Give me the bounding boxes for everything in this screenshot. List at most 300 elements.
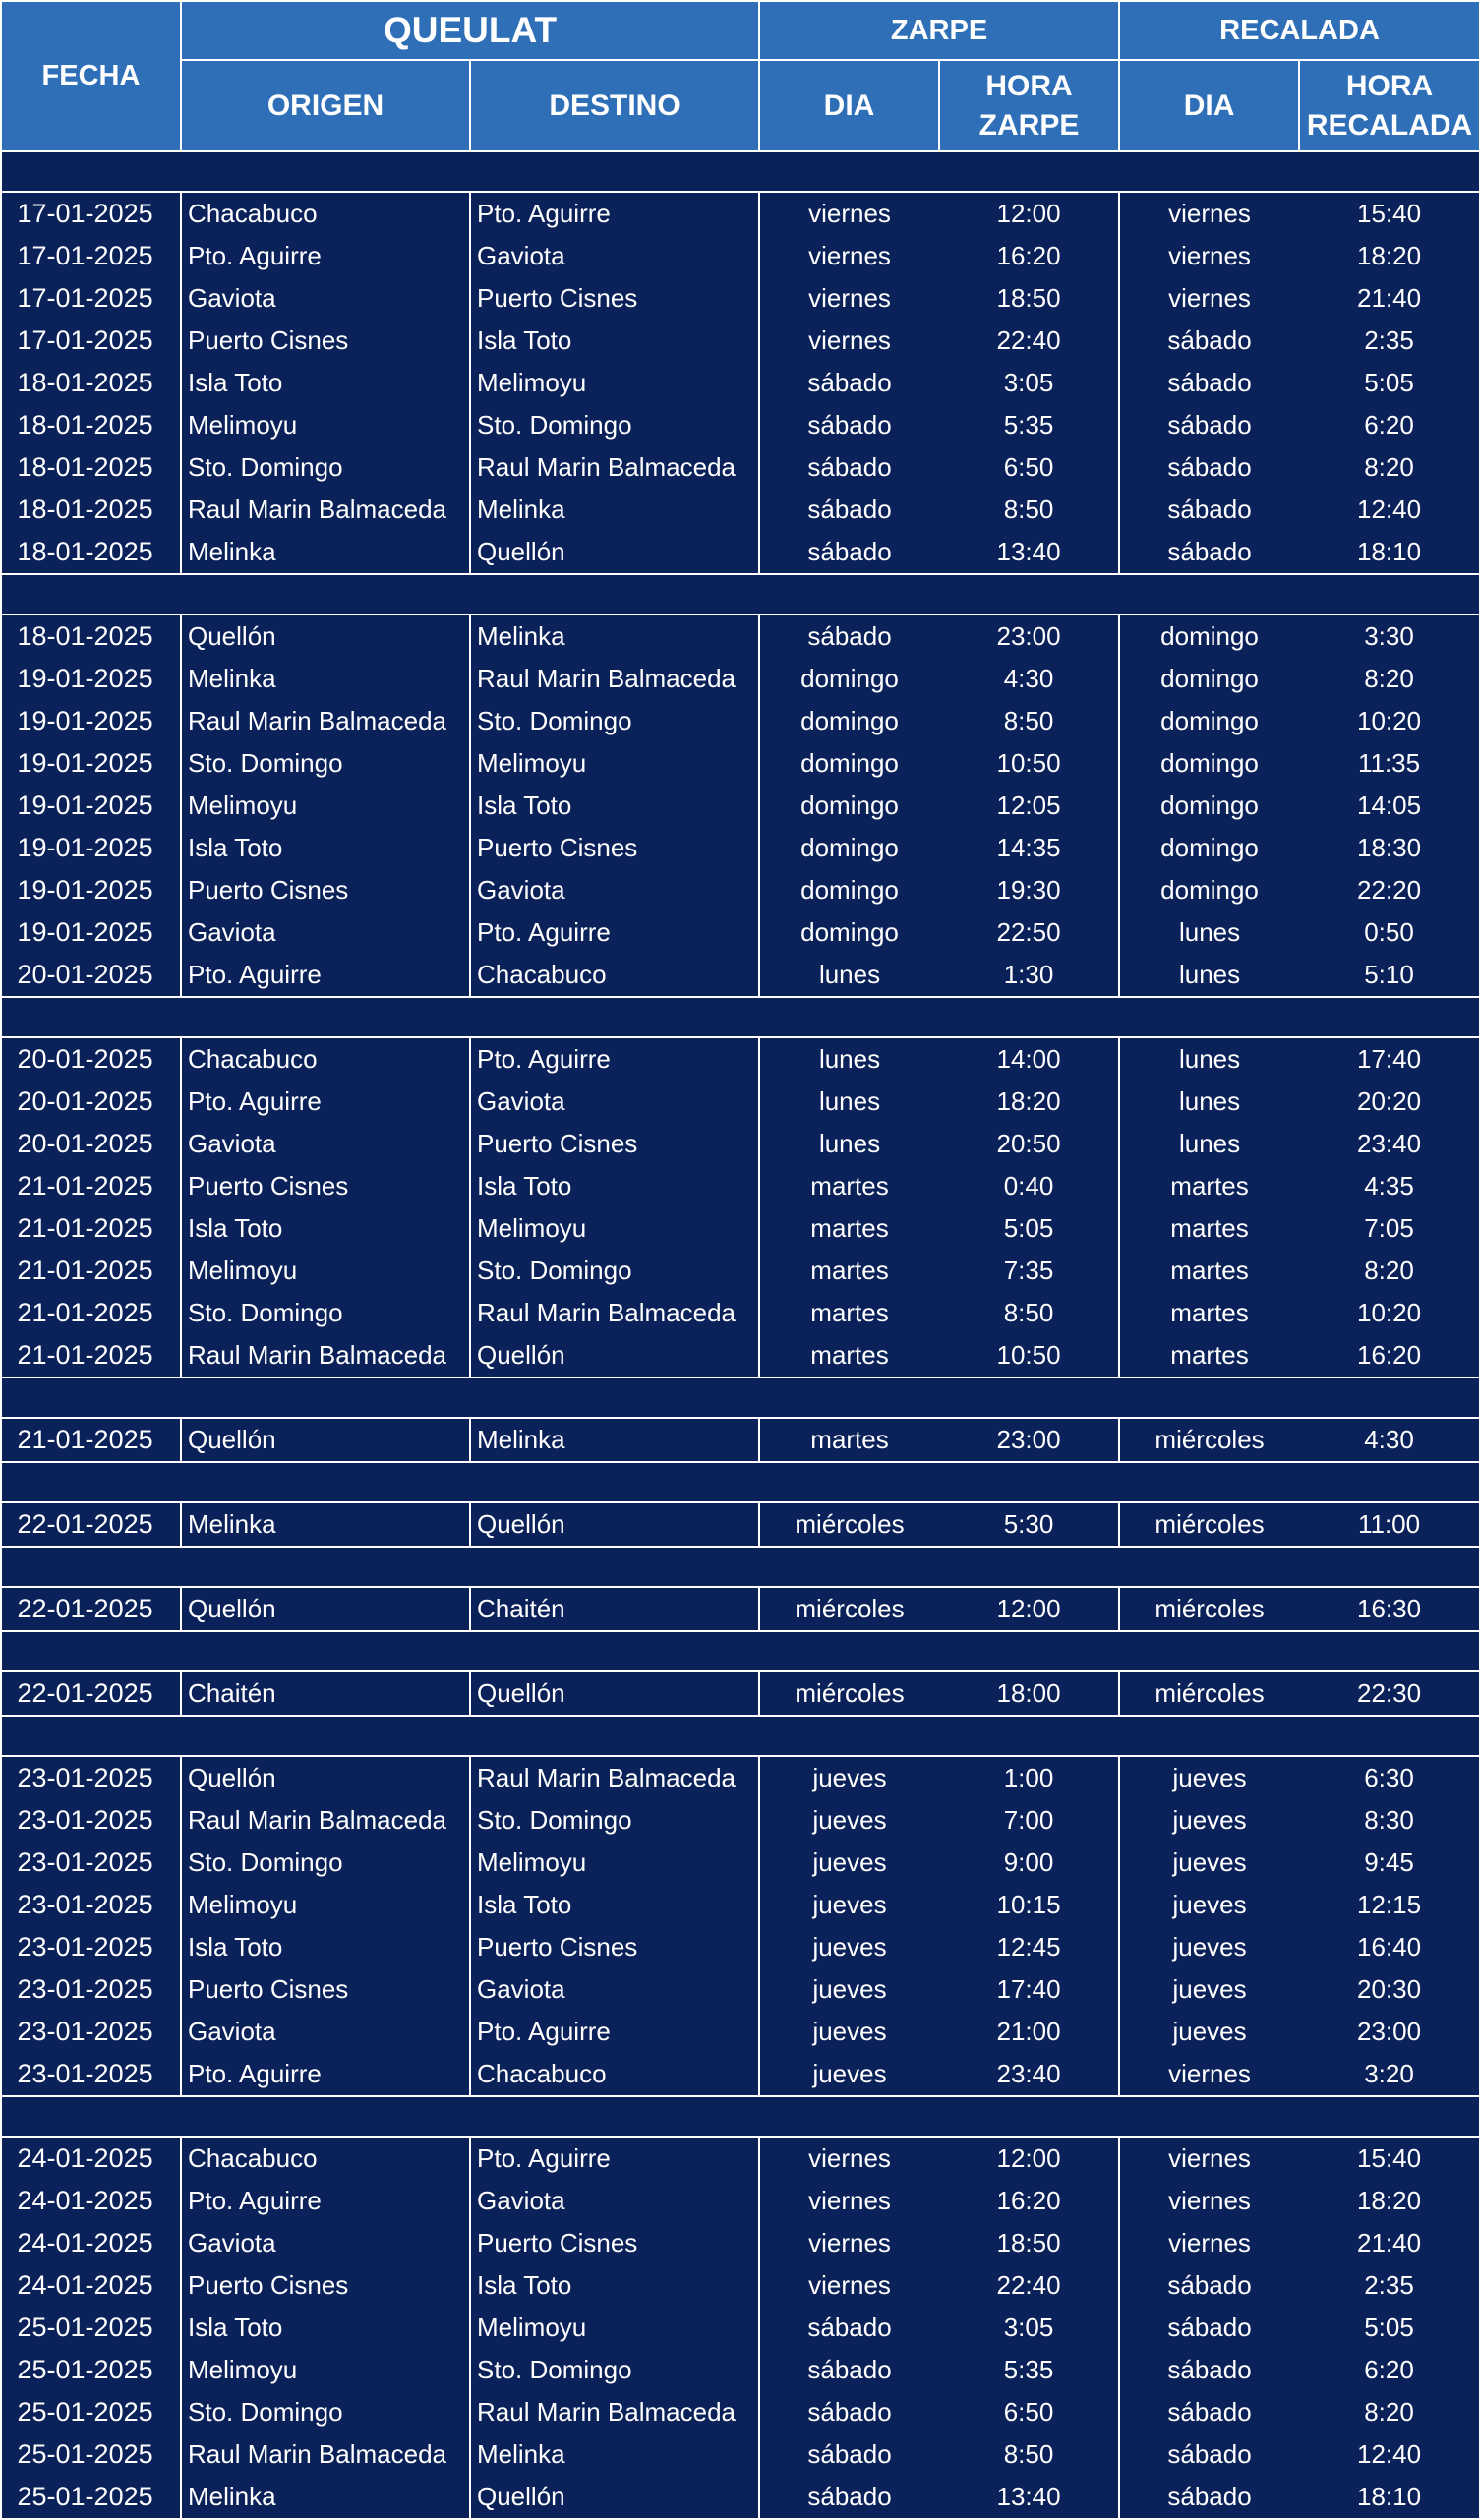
destino-cell: Pto. Aguirre bbox=[470, 192, 759, 235]
destino-cell: Melimoyu bbox=[470, 2307, 759, 2349]
hora-recalada-cell: 2:35 bbox=[1299, 320, 1479, 362]
destino-cell: Sto. Domingo bbox=[470, 1799, 759, 1842]
origen-cell: Gaviota bbox=[181, 911, 470, 954]
origen-cell: Melinka bbox=[181, 531, 470, 574]
origen-cell: Chaitén bbox=[181, 1671, 470, 1716]
hora-recalada-cell: 3:20 bbox=[1299, 2053, 1479, 2096]
hora-recalada-cell: 0:50 bbox=[1299, 911, 1479, 954]
dia-zarpe-cell: sábado bbox=[759, 362, 939, 404]
hora-zarpe-cell: 5:35 bbox=[939, 2349, 1119, 2391]
hora-recalada-cell: 4:35 bbox=[1299, 1165, 1479, 1207]
hora-zarpe-cell: 12:05 bbox=[939, 785, 1119, 827]
table-row bbox=[1, 362, 1479, 404]
group-separator bbox=[1, 1716, 1479, 1756]
destino-header: DESTINO bbox=[470, 60, 759, 151]
hora-zarpe-cell: 18:00 bbox=[939, 1671, 1119, 1716]
hora-recalada-cell: 4:30 bbox=[1299, 1418, 1479, 1462]
table-row bbox=[1, 1502, 1479, 1547]
destino-cell: Pto. Aguirre bbox=[470, 911, 759, 954]
hora-recalada-cell: 22:20 bbox=[1299, 869, 1479, 911]
hora-zarpe-header bbox=[939, 60, 1119, 151]
origen-cell: Melimoyu bbox=[181, 1884, 470, 1926]
dia-recalada-cell: sábado bbox=[1119, 489, 1299, 531]
dia-zarpe-cell: lunes bbox=[759, 1081, 939, 1123]
fecha-cell: 19-01-2025 bbox=[1, 700, 181, 742]
table-row bbox=[1, 742, 1479, 785]
hora-recalada-cell: 17:40 bbox=[1299, 1037, 1479, 1081]
destino-cell: Sto. Domingo bbox=[470, 700, 759, 742]
dia-recalada-cell: sábado bbox=[1119, 2307, 1299, 2349]
origen-cell: Raul Marin Balmaceda bbox=[181, 700, 470, 742]
dia-recalada-cell: sábado bbox=[1119, 2476, 1299, 2519]
hora-zarpe-cell: 12:00 bbox=[939, 1587, 1119, 1631]
origen-cell: Melimoyu bbox=[181, 404, 470, 446]
dia-recalada-header: DIA bbox=[1119, 60, 1299, 151]
fecha-cell: 21-01-2025 bbox=[1, 1165, 181, 1207]
dia-recalada-cell: lunes bbox=[1119, 1037, 1299, 1081]
dia-zarpe-cell: sábado bbox=[759, 2433, 939, 2476]
fecha-cell: 17-01-2025 bbox=[1, 320, 181, 362]
origen-cell: Melinka bbox=[181, 2476, 470, 2519]
hora-zarpe-cell: 7:00 bbox=[939, 1799, 1119, 1842]
fecha-cell: 17-01-2025 bbox=[1, 192, 181, 235]
dia-recalada-cell: sábado bbox=[1119, 2433, 1299, 2476]
fecha-cell: 19-01-2025 bbox=[1, 827, 181, 869]
hora-zarpe-cell: 14:00 bbox=[939, 1037, 1119, 1081]
dia-recalada-cell: viernes bbox=[1119, 235, 1299, 277]
dia-recalada-cell: martes bbox=[1119, 1207, 1299, 1250]
origen-cell: Sto. Domingo bbox=[181, 1842, 470, 1884]
group-separator-cell bbox=[1, 2096, 1479, 2137]
destino-cell: Puerto Cisnes bbox=[470, 827, 759, 869]
hora-zarpe-cell: 8:50 bbox=[939, 700, 1119, 742]
dia-recalada-cell: domingo bbox=[1119, 700, 1299, 742]
hora-zarpe-cell: 5:05 bbox=[939, 1207, 1119, 1250]
destino-cell: Chacabuco bbox=[470, 2053, 759, 2096]
dia-zarpe-cell: domingo bbox=[759, 911, 939, 954]
destino-cell: Melimoyu bbox=[470, 1207, 759, 1250]
destino-cell: Melinka bbox=[470, 2433, 759, 2476]
dia-zarpe-cell: sábado bbox=[759, 2476, 939, 2519]
dia-recalada-cell: martes bbox=[1119, 1292, 1299, 1334]
origen-cell: Gaviota bbox=[181, 277, 470, 320]
table-row bbox=[1, 1037, 1479, 1081]
dia-recalada-cell: viernes bbox=[1119, 2180, 1299, 2222]
dia-zarpe-cell: jueves bbox=[759, 1756, 939, 1799]
dia-zarpe-cell: martes bbox=[759, 1207, 939, 1250]
dia-recalada-cell: domingo bbox=[1119, 869, 1299, 911]
origen-cell: Pto. Aguirre bbox=[181, 954, 470, 997]
hora-zarpe-cell: 8:50 bbox=[939, 1292, 1119, 1334]
dia-recalada-cell: martes bbox=[1119, 1250, 1299, 1292]
hora-zarpe-cell: 6:50 bbox=[939, 446, 1119, 489]
table-row bbox=[1, 1926, 1479, 1968]
hora-zarpe-header-line1: HORA bbox=[985, 69, 1073, 102]
fecha-cell: 24-01-2025 bbox=[1, 2222, 181, 2264]
origen-cell: Melimoyu bbox=[181, 785, 470, 827]
dia-recalada-cell: lunes bbox=[1119, 1123, 1299, 1165]
hora-recalada-cell: 2:35 bbox=[1299, 2264, 1479, 2307]
dia-zarpe-cell: viernes bbox=[759, 2180, 939, 2222]
hora-recalada-cell: 21:40 bbox=[1299, 277, 1479, 320]
fecha-cell: 22-01-2025 bbox=[1, 1587, 181, 1631]
fecha-cell: 23-01-2025 bbox=[1, 1926, 181, 1968]
hora-recalada-cell: 18:10 bbox=[1299, 2476, 1479, 2519]
dia-recalada-cell: jueves bbox=[1119, 2011, 1299, 2053]
table-row bbox=[1, 1842, 1479, 1884]
origen-cell: Gaviota bbox=[181, 2011, 470, 2053]
dia-recalada-cell: jueves bbox=[1119, 1968, 1299, 2011]
dia-zarpe-cell: jueves bbox=[759, 2053, 939, 2096]
fecha-cell: 20-01-2025 bbox=[1, 954, 181, 997]
destino-cell: Sto. Domingo bbox=[470, 2349, 759, 2391]
destino-cell: Raul Marin Balmaceda bbox=[470, 2391, 759, 2433]
dia-zarpe-cell: miércoles bbox=[759, 1587, 939, 1631]
group-separator-cell bbox=[1, 997, 1479, 1037]
dia-zarpe-cell: domingo bbox=[759, 700, 939, 742]
table-row bbox=[1, 1292, 1479, 1334]
hora-recalada-cell: 18:30 bbox=[1299, 827, 1479, 869]
dia-zarpe-cell: viernes bbox=[759, 235, 939, 277]
destino-cell: Chacabuco bbox=[470, 954, 759, 997]
table-row bbox=[1, 1334, 1479, 1377]
dia-zarpe-cell: sábado bbox=[759, 489, 939, 531]
table-row bbox=[1, 1165, 1479, 1207]
dia-recalada-cell: sábado bbox=[1119, 404, 1299, 446]
table-row bbox=[1, 1799, 1479, 1842]
fecha-cell: 19-01-2025 bbox=[1, 658, 181, 700]
table-row bbox=[1, 446, 1479, 489]
fecha-cell: 24-01-2025 bbox=[1, 2137, 181, 2180]
hora-zarpe-cell: 23:00 bbox=[939, 615, 1119, 658]
fecha-cell: 25-01-2025 bbox=[1, 2476, 181, 2519]
origen-cell: Isla Toto bbox=[181, 827, 470, 869]
dia-zarpe-cell: jueves bbox=[759, 1968, 939, 2011]
hora-zarpe-cell: 6:50 bbox=[939, 2391, 1119, 2433]
table-row bbox=[1, 320, 1479, 362]
dia-zarpe-cell: jueves bbox=[759, 1842, 939, 1884]
hora-zarpe-cell: 5:35 bbox=[939, 404, 1119, 446]
origen-cell: Raul Marin Balmaceda bbox=[181, 1334, 470, 1377]
dia-recalada-cell: sábado bbox=[1119, 531, 1299, 574]
destino-cell: Melimoyu bbox=[470, 1842, 759, 1884]
dia-recalada-cell: domingo bbox=[1119, 658, 1299, 700]
hora-zarpe-cell: 12:45 bbox=[939, 1926, 1119, 1968]
hora-recalada-cell: 18:10 bbox=[1299, 531, 1479, 574]
origen-cell: Puerto Cisnes bbox=[181, 320, 470, 362]
hora-zarpe-cell: 10:15 bbox=[939, 1884, 1119, 1926]
table-row bbox=[1, 489, 1479, 531]
fecha-cell: 23-01-2025 bbox=[1, 1884, 181, 1926]
hora-zarpe-cell: 8:50 bbox=[939, 2433, 1119, 2476]
fecha-cell: 18-01-2025 bbox=[1, 362, 181, 404]
group-separator-cell bbox=[1, 1631, 1479, 1671]
dia-recalada-cell: viernes bbox=[1119, 192, 1299, 235]
hora-zarpe-cell: 3:05 bbox=[939, 2307, 1119, 2349]
origen-cell: Raul Marin Balmaceda bbox=[181, 2433, 470, 2476]
hora-recalada-cell: 8:20 bbox=[1299, 658, 1479, 700]
fecha-cell: 18-01-2025 bbox=[1, 615, 181, 658]
dia-recalada-cell: miércoles bbox=[1119, 1671, 1299, 1716]
fecha-cell: 21-01-2025 bbox=[1, 1418, 181, 1462]
origen-cell: Puerto Cisnes bbox=[181, 2264, 470, 2307]
hora-zarpe-cell: 0:40 bbox=[939, 1165, 1119, 1207]
hora-recalada-cell: 16:30 bbox=[1299, 1587, 1479, 1631]
table-row bbox=[1, 277, 1479, 320]
hora-zarpe-cell: 22:50 bbox=[939, 911, 1119, 954]
fecha-cell: 20-01-2025 bbox=[1, 1081, 181, 1123]
fecha-cell: 23-01-2025 bbox=[1, 1842, 181, 1884]
table-row bbox=[1, 1123, 1479, 1165]
destino-cell: Isla Toto bbox=[470, 2264, 759, 2307]
fecha-cell: 25-01-2025 bbox=[1, 2433, 181, 2476]
hora-recalada-cell: 23:40 bbox=[1299, 1123, 1479, 1165]
destino-cell: Puerto Cisnes bbox=[470, 2222, 759, 2264]
table-row bbox=[1, 2264, 1479, 2307]
destino-cell: Quellón bbox=[470, 2476, 759, 2519]
hora-zarpe-cell: 18:50 bbox=[939, 2222, 1119, 2264]
destino-cell: Isla Toto bbox=[470, 1884, 759, 1926]
dia-recalada-cell: sábado bbox=[1119, 320, 1299, 362]
dia-zarpe-cell: sábado bbox=[759, 2349, 939, 2391]
dia-zarpe-cell: domingo bbox=[759, 785, 939, 827]
dia-recalada-cell: sábado bbox=[1119, 2264, 1299, 2307]
group-separator-cell bbox=[1, 1716, 1479, 1756]
hora-zarpe-cell: 20:50 bbox=[939, 1123, 1119, 1165]
hora-recalada-cell: 11:35 bbox=[1299, 742, 1479, 785]
hora-zarpe-cell: 10:50 bbox=[939, 742, 1119, 785]
hora-recalada-cell: 3:30 bbox=[1299, 615, 1479, 658]
origen-cell: Sto. Domingo bbox=[181, 2391, 470, 2433]
destino-cell: Raul Marin Balmaceda bbox=[470, 446, 759, 489]
dia-zarpe-cell: viernes bbox=[759, 192, 939, 235]
origen-cell: Raul Marin Balmaceda bbox=[181, 1799, 470, 1842]
dia-recalada-cell: sábado bbox=[1119, 2349, 1299, 2391]
dia-zarpe-cell: lunes bbox=[759, 1123, 939, 1165]
fecha-cell: 23-01-2025 bbox=[1, 1799, 181, 1842]
origen-cell: Pto. Aguirre bbox=[181, 235, 470, 277]
hora-recalada-cell: 9:45 bbox=[1299, 1842, 1479, 1884]
hora-recalada-cell: 20:20 bbox=[1299, 1081, 1479, 1123]
origen-cell: Isla Toto bbox=[181, 362, 470, 404]
dia-zarpe-cell: jueves bbox=[759, 2011, 939, 2053]
schedule-body bbox=[1, 151, 1479, 2519]
dia-zarpe-cell: sábado bbox=[759, 2391, 939, 2433]
hora-recalada-cell: 18:20 bbox=[1299, 235, 1479, 277]
destino-cell: Gaviota bbox=[470, 869, 759, 911]
destino-cell: Raul Marin Balmaceda bbox=[470, 1756, 759, 1799]
origen-cell: Puerto Cisnes bbox=[181, 869, 470, 911]
origen-header: ORIGEN bbox=[181, 60, 470, 151]
dia-zarpe-cell: sábado bbox=[759, 531, 939, 574]
hora-zarpe-cell: 3:05 bbox=[939, 362, 1119, 404]
dia-recalada-cell: domingo bbox=[1119, 827, 1299, 869]
fecha-cell: 23-01-2025 bbox=[1, 1968, 181, 2011]
table-row bbox=[1, 2307, 1479, 2349]
dia-recalada-cell: lunes bbox=[1119, 911, 1299, 954]
table-row bbox=[1, 700, 1479, 742]
group-separator-cell bbox=[1, 1547, 1479, 1587]
fecha-cell: 25-01-2025 bbox=[1, 2391, 181, 2433]
fecha-cell: 18-01-2025 bbox=[1, 446, 181, 489]
hora-zarpe-cell: 9:00 bbox=[939, 1842, 1119, 1884]
table-row bbox=[1, 2137, 1479, 2180]
hora-zarpe-cell: 1:30 bbox=[939, 954, 1119, 997]
table-row bbox=[1, 192, 1479, 235]
destino-cell: Quellón bbox=[470, 1671, 759, 1716]
dia-zarpe-cell: viernes bbox=[759, 2264, 939, 2307]
group-separator bbox=[1, 997, 1479, 1037]
table-row bbox=[1, 615, 1479, 658]
hora-zarpe-cell: 16:20 bbox=[939, 235, 1119, 277]
hora-recalada-cell: 12:40 bbox=[1299, 2433, 1479, 2476]
fecha-cell: 24-01-2025 bbox=[1, 2264, 181, 2307]
fecha-cell: 23-01-2025 bbox=[1, 2011, 181, 2053]
hora-zarpe-cell: 13:40 bbox=[939, 531, 1119, 574]
hora-recalada-cell: 16:40 bbox=[1299, 1926, 1479, 1968]
fecha-cell: 21-01-2025 bbox=[1, 1292, 181, 1334]
origen-cell: Pto. Aguirre bbox=[181, 2053, 470, 2096]
table-row bbox=[1, 1884, 1479, 1926]
origen-cell: Quellón bbox=[181, 1418, 470, 1462]
hora-recalada-header-line2: RECALADA bbox=[1306, 108, 1473, 142]
origen-cell: Isla Toto bbox=[181, 1207, 470, 1250]
dia-recalada-cell: jueves bbox=[1119, 1884, 1299, 1926]
dia-recalada-cell: martes bbox=[1119, 1165, 1299, 1207]
table-header bbox=[1, 1, 1479, 151]
dia-recalada-cell: viernes bbox=[1119, 277, 1299, 320]
dia-zarpe-cell: martes bbox=[759, 1418, 939, 1462]
table-row bbox=[1, 911, 1479, 954]
destino-cell: Sto. Domingo bbox=[470, 1250, 759, 1292]
dia-recalada-cell: viernes bbox=[1119, 2053, 1299, 2096]
dia-zarpe-cell: viernes bbox=[759, 277, 939, 320]
dia-zarpe-cell: lunes bbox=[759, 1037, 939, 1081]
dia-recalada-cell: domingo bbox=[1119, 785, 1299, 827]
table-row bbox=[1, 2053, 1479, 2096]
table-row bbox=[1, 1671, 1479, 1716]
origen-cell: Isla Toto bbox=[181, 1926, 470, 1968]
destino-cell: Pto. Aguirre bbox=[470, 2137, 759, 2180]
dia-zarpe-cell: sábado bbox=[759, 615, 939, 658]
group-separator bbox=[1, 574, 1479, 615]
group-separator bbox=[1, 1377, 1479, 1418]
dia-zarpe-cell: domingo bbox=[759, 827, 939, 869]
hora-zarpe-header-line2: ZARPE bbox=[978, 108, 1080, 142]
hora-zarpe-cell: 10:50 bbox=[939, 1334, 1119, 1377]
hora-recalada-header bbox=[1299, 60, 1479, 151]
hora-zarpe-cell: 18:50 bbox=[939, 277, 1119, 320]
table-row bbox=[1, 869, 1479, 911]
dia-zarpe-cell: viernes bbox=[759, 2137, 939, 2180]
origen-cell: Melimoyu bbox=[181, 1250, 470, 1292]
dia-zarpe-cell: jueves bbox=[759, 1926, 939, 1968]
hora-zarpe-cell: 4:30 bbox=[939, 658, 1119, 700]
origen-cell: Quellón bbox=[181, 1756, 470, 1799]
table-row bbox=[1, 1587, 1479, 1631]
fecha-cell: 19-01-2025 bbox=[1, 869, 181, 911]
dia-zarpe-cell: martes bbox=[759, 1292, 939, 1334]
table-row bbox=[1, 658, 1479, 700]
dia-zarpe-cell: sábado bbox=[759, 404, 939, 446]
group-separator bbox=[1, 1462, 1479, 1502]
dia-recalada-cell: viernes bbox=[1119, 2137, 1299, 2180]
hora-recalada-cell: 20:30 bbox=[1299, 1968, 1479, 2011]
dia-zarpe-cell: miércoles bbox=[759, 1671, 939, 1716]
hora-recalada-cell: 6:20 bbox=[1299, 2349, 1479, 2391]
dia-zarpe-cell: martes bbox=[759, 1165, 939, 1207]
group-separator-cell bbox=[1, 151, 1479, 192]
dia-zarpe-header: DIA bbox=[759, 60, 939, 151]
origen-cell: Sto. Domingo bbox=[181, 446, 470, 489]
hora-recalada-cell: 15:40 bbox=[1299, 2137, 1479, 2180]
dia-zarpe-cell: sábado bbox=[759, 446, 939, 489]
fecha-cell: 17-01-2025 bbox=[1, 235, 181, 277]
table-row bbox=[1, 235, 1479, 277]
dia-zarpe-cell: jueves bbox=[759, 1884, 939, 1926]
origen-cell: Sto. Domingo bbox=[181, 742, 470, 785]
dia-zarpe-cell: lunes bbox=[759, 954, 939, 997]
destino-cell: Melimoyu bbox=[470, 362, 759, 404]
hora-recalada-cell: 8:30 bbox=[1299, 1799, 1479, 1842]
hora-recalada-cell: 16:20 bbox=[1299, 1334, 1479, 1377]
hora-recalada-cell: 8:20 bbox=[1299, 1250, 1479, 1292]
hora-zarpe-cell: 22:40 bbox=[939, 320, 1119, 362]
group-separator-cell bbox=[1, 574, 1479, 615]
destino-cell: Sto. Domingo bbox=[470, 404, 759, 446]
dia-recalada-cell: jueves bbox=[1119, 1842, 1299, 1884]
hora-recalada-cell: 5:05 bbox=[1299, 2307, 1479, 2349]
destino-cell: Puerto Cisnes bbox=[470, 1123, 759, 1165]
destino-cell: Isla Toto bbox=[470, 320, 759, 362]
destino-cell: Pto. Aguirre bbox=[470, 1037, 759, 1081]
dia-zarpe-cell: domingo bbox=[759, 869, 939, 911]
fecha-cell: 25-01-2025 bbox=[1, 2349, 181, 2391]
origen-cell: Pto. Aguirre bbox=[181, 1081, 470, 1123]
hora-recalada-cell: 22:30 bbox=[1299, 1671, 1479, 1716]
table-row bbox=[1, 1207, 1479, 1250]
origen-cell: Gaviota bbox=[181, 2222, 470, 2264]
hora-recalada-cell: 8:20 bbox=[1299, 446, 1479, 489]
fecha-cell: 18-01-2025 bbox=[1, 489, 181, 531]
group-separator bbox=[1, 1547, 1479, 1587]
hora-recalada-cell: 10:20 bbox=[1299, 700, 1479, 742]
hora-recalada-cell: 12:15 bbox=[1299, 1884, 1479, 1926]
dia-recalada-cell: lunes bbox=[1119, 1081, 1299, 1123]
dia-zarpe-cell: viernes bbox=[759, 320, 939, 362]
hora-recalada-header-line1: HORA bbox=[1345, 69, 1434, 102]
table-row bbox=[1, 2433, 1479, 2476]
destino-cell: Melinka bbox=[470, 1418, 759, 1462]
dia-recalada-cell: martes bbox=[1119, 1334, 1299, 1377]
fecha-cell: 18-01-2025 bbox=[1, 404, 181, 446]
destino-cell: Raul Marin Balmaceda bbox=[470, 658, 759, 700]
origen-cell: Chacabuco bbox=[181, 1037, 470, 1081]
dia-recalada-cell: jueves bbox=[1119, 1756, 1299, 1799]
dia-recalada-cell: miércoles bbox=[1119, 1587, 1299, 1631]
destino-cell: Gaviota bbox=[470, 1968, 759, 2011]
origen-cell: Puerto Cisnes bbox=[181, 1165, 470, 1207]
fecha-cell: 17-01-2025 bbox=[1, 277, 181, 320]
dia-zarpe-cell: martes bbox=[759, 1250, 939, 1292]
hora-recalada-cell: 14:05 bbox=[1299, 785, 1479, 827]
hora-zarpe-cell: 17:40 bbox=[939, 1968, 1119, 2011]
destino-cell: Quellón bbox=[470, 1334, 759, 1377]
origen-cell: Puerto Cisnes bbox=[181, 1968, 470, 2011]
dia-recalada-cell: jueves bbox=[1119, 1799, 1299, 1842]
fecha-cell: 20-01-2025 bbox=[1, 1037, 181, 1081]
table-row bbox=[1, 2180, 1479, 2222]
